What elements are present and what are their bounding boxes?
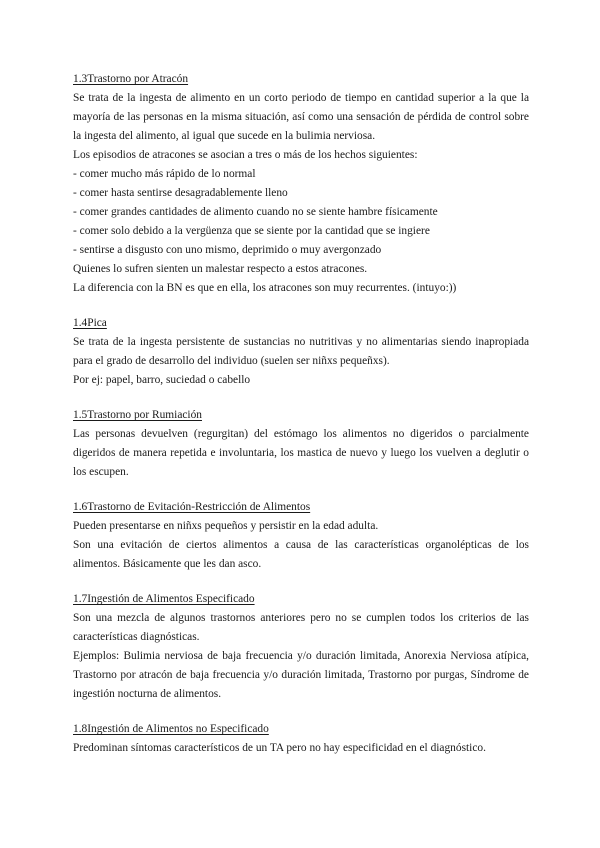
section-rumination <box>73 406 529 482</box>
paragraph: Son una evitación de ciertos alimentos a causa de las características organolépticas de los alimentos. Básicamente que les dan asco. <box>73 539 529 570</box>
paragraph: Predominan síntomas característicos de un TA pero no hay especificidad en el diagnóstico. <box>73 742 486 754</box>
paragraph: Pueden presentarse en niñxs pequeños y persistir en la edad adulta. <box>73 520 379 532</box>
section-unspecified <box>73 720 529 758</box>
section-heading: 1.7Ingestión de Alimentos Especificado <box>73 593 255 605</box>
paragraph: Los episodios de atracones se asocian a tres o más de los hechos siguientes: <box>73 149 418 161</box>
paragraph: Son una mezcla de algunos trastornos anteriores pero no se cumplen todos los criterios de las características diagnósticas. <box>73 612 529 643</box>
section-heading: 1.6Trastorno de Evitación-Restricción de Alimentos <box>73 501 311 513</box>
paragraph: Quienes lo sufren sienten un malestar respecto a estos atracones. <box>73 263 368 275</box>
list-item: - comer mucho más rápido de lo normal <box>73 168 256 180</box>
section-specified <box>73 590 529 704</box>
paragraph: La diferencia con la BN es que en ella, los atracones son muy recurrentes. (intuyo:)) <box>73 282 457 294</box>
section-heading: 1.3Trastorno por Atracón <box>73 73 189 85</box>
paragraph: Se trata de la ingesta de alimento en un corto periodo de tiempo en cantidad superior a la que la mayoría de las personas en la misma situación, así como una sensación de pérdida de control sobre la ingesta del alimento, al igual que sucede en la bulimia nerviosa. <box>73 92 529 142</box>
paragraph: Las personas devuelven (regurgitan) del estómago los alimentos no digeridos o parcialmente digeridos de manera repetida e involuntaria, los mastica de nuevo y luego los vuelven a deglutir o los escupen. <box>73 428 529 478</box>
paragraph: Ejemplos: Bulimia nerviosa de baja frecuencia y/o duración limitada, Anorexia Nerviosa atípica, Trastorno por atracón de baja frecuencia y/o duración limitada, Trastorno por purgas, Síndrome de ingestión nocturna de alimentos. <box>73 650 529 700</box>
paragraph: Por ej: papel, barro, suciedad o cabello <box>73 374 251 386</box>
paragraph: Se trata de la ingesta persistente de sustancias no nutritivas y no alimentarias siendo inapropiada para el grado de desarrollo del individuo (suelen ser niñxs pequeñxs). <box>73 336 529 367</box>
section-heading: 1.4Pica <box>73 317 107 329</box>
list-item: - comer grandes cantidades de alimento cuando no se siente hambre físicamente <box>73 206 438 218</box>
section-avoidant-restrictive <box>73 498 529 574</box>
list-item: - sentirse a disgusto con uno mismo, deprimido o muy avergonzado <box>73 244 382 256</box>
list-item: - comer solo debido a la vergüenza que se siente por la cantidad que se ingiere <box>73 225 430 237</box>
list-item: - comer hasta sentirse desagradablemente lleno <box>73 187 288 199</box>
section-binge-eating <box>73 70 529 298</box>
section-heading: 1.8Ingestión de Alimentos no Especificado <box>73 723 269 735</box>
section-pica <box>73 314 529 390</box>
section-heading: 1.5Trastorno por Rumiación <box>73 409 202 421</box>
